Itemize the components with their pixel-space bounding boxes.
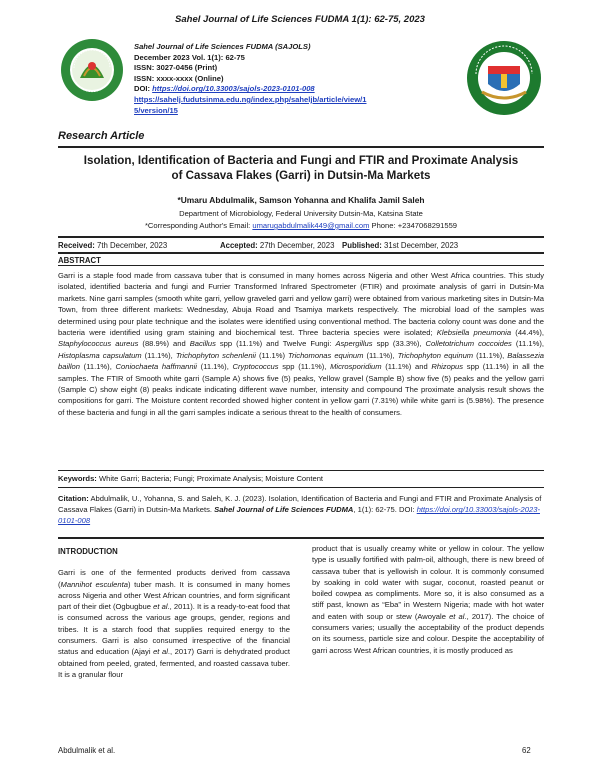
keywords-line (58, 474, 544, 483)
doi-link[interactable]: https://doi.org/10.33003/sajols-2023-0101-008 (152, 84, 315, 94)
dates-top-divider (58, 236, 544, 238)
footer-page-number: 62 (522, 746, 531, 755)
title-line-2: of Cassava Flakes (Garri) in Dutsin-Ma Markets (171, 169, 431, 182)
doi-label: DOI: (134, 84, 153, 94)
intro-paragraph-left: Garri is one of the fermented products derived from cassava (Mannihot esculenta) tuber mash. It is consumed in many homes across Nigeria and other West African countries, and form significant part of their diet (Ogbugbue et al., 2011). It is a ready-to-eat food that is consumed across the various age groups, gender, regions and tribes. It is a starch food that supplies required energy to the consumers. Garri is also consumed irrespective of the financial status and education (Ajayi et al., 2017) Garri is dehydrated product obtained from peeled, grated, fermented, and roasted cassava tuber. It is a granular flour (58, 568, 291, 679)
header-divider (58, 146, 544, 148)
accepted-value: 27th December, 2023 (259, 241, 335, 250)
keywords-bottom-divider (58, 487, 544, 488)
corresponding-phone: Phone: +2347068291559 (369, 221, 458, 230)
keywords-top-divider (58, 470, 544, 471)
corresponding-email-link[interactable]: umarugabdulmalik449@gmail.com (252, 221, 370, 230)
intro-paragraph-right: product that is usually creamy white or yellow in colour. The yellow type is usually fortified with palm-oil, although, there is new breed of cassava tuber that is yellowish in colour. It is commonly consumed by soaking in cold water with sugar, coconut, roasted peanut or boiled cowpea as compliments. More so, it is also consumed as a stiff past, known as “Eba” in Western Nigeria; made with hot water and eaten with soup or stew (Awoyale et al., 2017). The choice of consumers varies; usually the acceptability of the product depends on its sourness, particle size and colour. Despite the acceptability of garri across West African countries, it is mostly produced as (312, 544, 545, 655)
title-line-1: Isolation, Identification of Bacteria and Fungi and FTIR and Proximate Analysis (83, 154, 519, 167)
article-type: Research Article (58, 130, 145, 142)
running-head: Sahel Journal of Life Sciences FUDMA 1(1): 62-75, 2023 (175, 14, 425, 25)
citation-block (58, 493, 544, 527)
accepted-label: Accepted: (220, 241, 258, 250)
affiliation: Department of Microbiology, Federal University Dutsin-Ma, Katsina State (179, 209, 423, 218)
intro-column-left (58, 546, 290, 680)
received-label: Received: (58, 241, 95, 250)
keywords-label: Keywords: (58, 474, 97, 483)
doi-line (134, 84, 464, 95)
received-date (58, 241, 167, 250)
sajols-seal-icon (60, 38, 124, 102)
intro-heading: INTRODUCTION (58, 547, 118, 556)
issn-online: ISSN: xxxx-xxxx (Online) (134, 73, 224, 83)
federal-university-dutsin-ma-crest-icon (466, 40, 542, 116)
published-value: 31st December, 2023 (384, 241, 459, 250)
citation-journal: Sahel Journal of Life Sciences FUDMA (214, 505, 354, 515)
corresponding-author (58, 221, 544, 230)
article-url-line1[interactable]: https://sahelj.fudutsinma.edu.ng/index.php/saheljb/article/view/1 (134, 94, 367, 104)
abstract-top-divider (58, 252, 544, 254)
abstract-text: Garri is a staple food made from cassava tuber that is consumed in many homes across Nigeria and other West Africa countries. This study isolated, identified bacteria and fungi and Furrier Transformed Infrared Spectrometer (FTIR) and proximate analysis of garri in Dutsin-Ma markets. Nine garri samples (smooth white garri, yellow graveled garri and yellow garri) were obtained from various marketing sites in Dutsin-Ma Town, from three different markets: Wednesday, Abuja Road and Tsamiya markets respectively. The microbial load of the samples was determined using pour plate technique and the isolates were identified using conventional method. The bacteria colony count was done and the bacteria were identified using gram staining and biochemical test. Three bacteria species were isolated; Klebsiella pneumonia (44.4%), Staphylococcus aureus (88.9%) and Bacillus spp (11.1%) and Twelve Fungi: Aspergillus spp (33.3%), Colletotrichum coccoides (11.1%), Histoplasma capsulatum (11.1%), Trichophyton schenlenii (11.1%) Trichomonas equinum (11.1%), Trichophyton equinum (11.1%), Balassezia baillon (11.1%), Coniochaeta haffmannii (11.1%), Cryptococcus spp (11.1%), Microsporidium (11.1%) and Rhizopus spp (11.1%) in all the samples. The FTIR of Smooth white garri (Sample A) shows five (5) peaks, Yellow gravel (Sample B) show five (5) peaks and the yellow garri (Sample C) show eight (8) peaks indicate indicating different wave number, intensity and compound The proximate analysis result shows the compositions for garri. The Moisture content recorded showed higher content in yellow garri (7.31%) while white garri is (5.98%). The presence of these bacteria and fungi in all the garri samples indicate a serious threat to the health of consumers. (58, 271, 545, 417)
authors: *Umaru Abdulmalik, Samson Yohanna and Khalifa Jamil Saleh (177, 195, 425, 205)
citation-text: Abdulmalik, U., Yohanna, S. and Saleh, K. J. (2023). Isolation, Identification of Bacteria and Fungi and FTIR and Proximate Analysis of Cassava Flakes (Garri) in Dutsin-Ma Markets. (58, 494, 542, 515)
journal-info-block (134, 42, 464, 116)
article-url-line2[interactable]: 5/version/15 (134, 105, 178, 115)
article-title (58, 153, 544, 183)
citation-label: Citation: (58, 494, 89, 503)
journal-issue: December 2023 Vol. 1(1): 62-75 (134, 52, 245, 62)
published-date (342, 241, 458, 250)
published-label: Published: (342, 241, 382, 250)
issn-print: ISSN: 3027-0456 (Print) (134, 63, 218, 73)
accepted-date (220, 241, 334, 250)
citation-bottom-divider (58, 537, 544, 539)
intro-column-right (312, 543, 544, 656)
footer-author: Abdulmalik et al. (58, 746, 116, 755)
abstract-heading: ABSTRACT (58, 256, 101, 265)
keywords-list: White Garri; Bacteria; Fungi; Proximate Analysis; Moisture Content (96, 474, 324, 483)
abstract-heading-divider (58, 265, 544, 266)
journal-name: Sahel Journal of Life Sciences FUDMA (SAJOLS) (134, 42, 311, 51)
citation-doi-link[interactable]: https://doi.org/10.33003/sajols-2023-0101-008 (58, 505, 540, 526)
received-value: 7th December, 2023 (97, 241, 168, 250)
corresponding-label: *Corresponding Author's Email: (144, 221, 253, 230)
citation-pages: , 1(1): 62-75. DOI: (353, 505, 417, 515)
